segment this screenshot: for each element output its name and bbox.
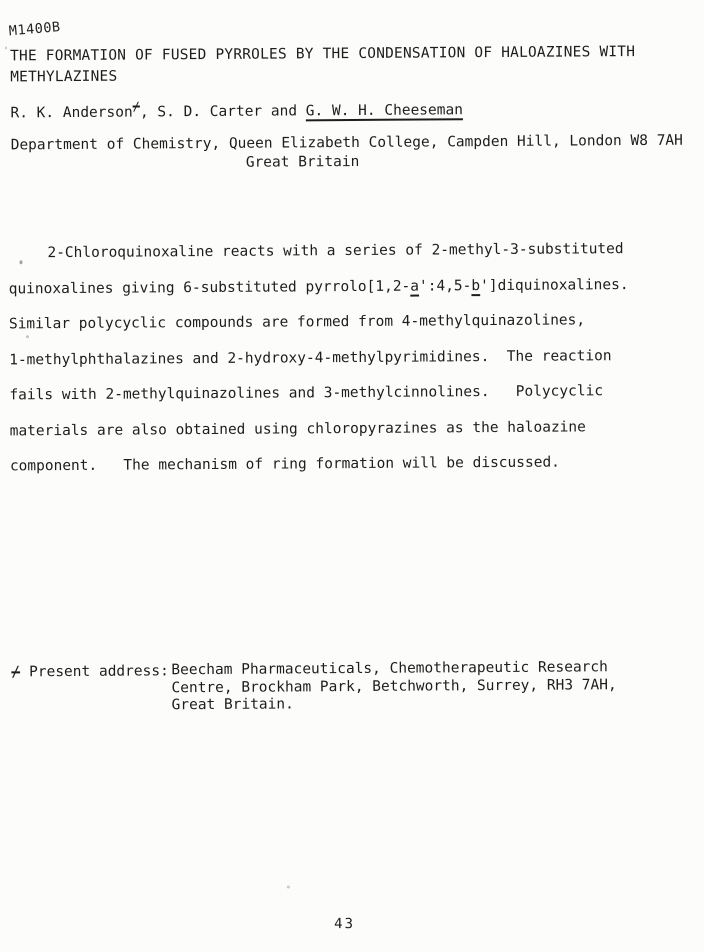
abstract-line2-underlined-a: a [410, 278, 420, 295]
footnote-label: Present address: [29, 663, 169, 681]
abstract-line: fails with 2-methylquinazolines and 3-methylcinnolines. Polycyclic [9, 383, 604, 404]
abstract-paragraph [8, 232, 680, 485]
page-number: 43 [334, 915, 356, 933]
footnote-address [171, 659, 617, 715]
abstract-line2-mid: ':4,5- [418, 277, 472, 295]
footnote-address-line: Great Britain. [171, 696, 294, 714]
abstract-line: Similar polycyclic compounds are formed from 4-methylquinazolines, [8, 312, 586, 333]
abstract-line: component. The mechanism of ring formation will be discussed. [9, 454, 560, 475]
scan-speck [287, 885, 290, 888]
abstract-line: materials are also obtained using chloropyrazines as the haloazine [9, 418, 586, 439]
paper-title [10, 42, 635, 88]
author-anderson: R. K. Anderson [10, 104, 133, 122]
affiliation-country: Great Britain [245, 153, 360, 171]
scan-speck [5, 46, 7, 49]
footnote-address-line: Centre, Brockham Park, Betchworth, Surrey, RH3 7AH, [171, 676, 617, 696]
abstract-line2-pre: quinoxalines giving 6-substituted pyrrolo[1,2- [8, 278, 411, 297]
footnote-marker: / [11, 664, 21, 681]
footnote-address-line: Beecham Pharmaceuticals, Chemotherapeutic Research [171, 659, 608, 679]
footnote-label-group [11, 662, 169, 681]
scan-speck [19, 260, 22, 264]
title-line-2: METHYLAZINES [10, 68, 118, 86]
abstract-line2-post: ']diquinoxalines. [480, 276, 629, 294]
abstract-line: 1-methylphthalazines and 2-hydroxy-4-methylpyrimidines. The reaction [9, 347, 612, 368]
footnote-marker-superscript: / [132, 99, 140, 114]
title-line-1: THE FORMATION OF FUSED PYRROLES BY THE CONDENSATION OF HALOAZINES WITH [10, 44, 636, 65]
author-cheeseman-underlined: G. W. H. Cheeseman [305, 102, 463, 120]
authors-line [10, 100, 463, 124]
authors-middle: , S. D. Carter and [139, 103, 306, 121]
abstract-line2-underlined-b: b [471, 277, 481, 294]
affiliation-line: Department of Chemistry, Queen Elizabeth College, Campden Hill, London W8 7AH [10, 132, 683, 154]
scan-speck [26, 335, 29, 338]
document-code: M1400B [8, 19, 62, 40]
abstract-line [9, 267, 679, 307]
abstract-line: 2-Chloroquinoxaline reacts with a series of 2-methyl-3-substituted [47, 241, 624, 262]
